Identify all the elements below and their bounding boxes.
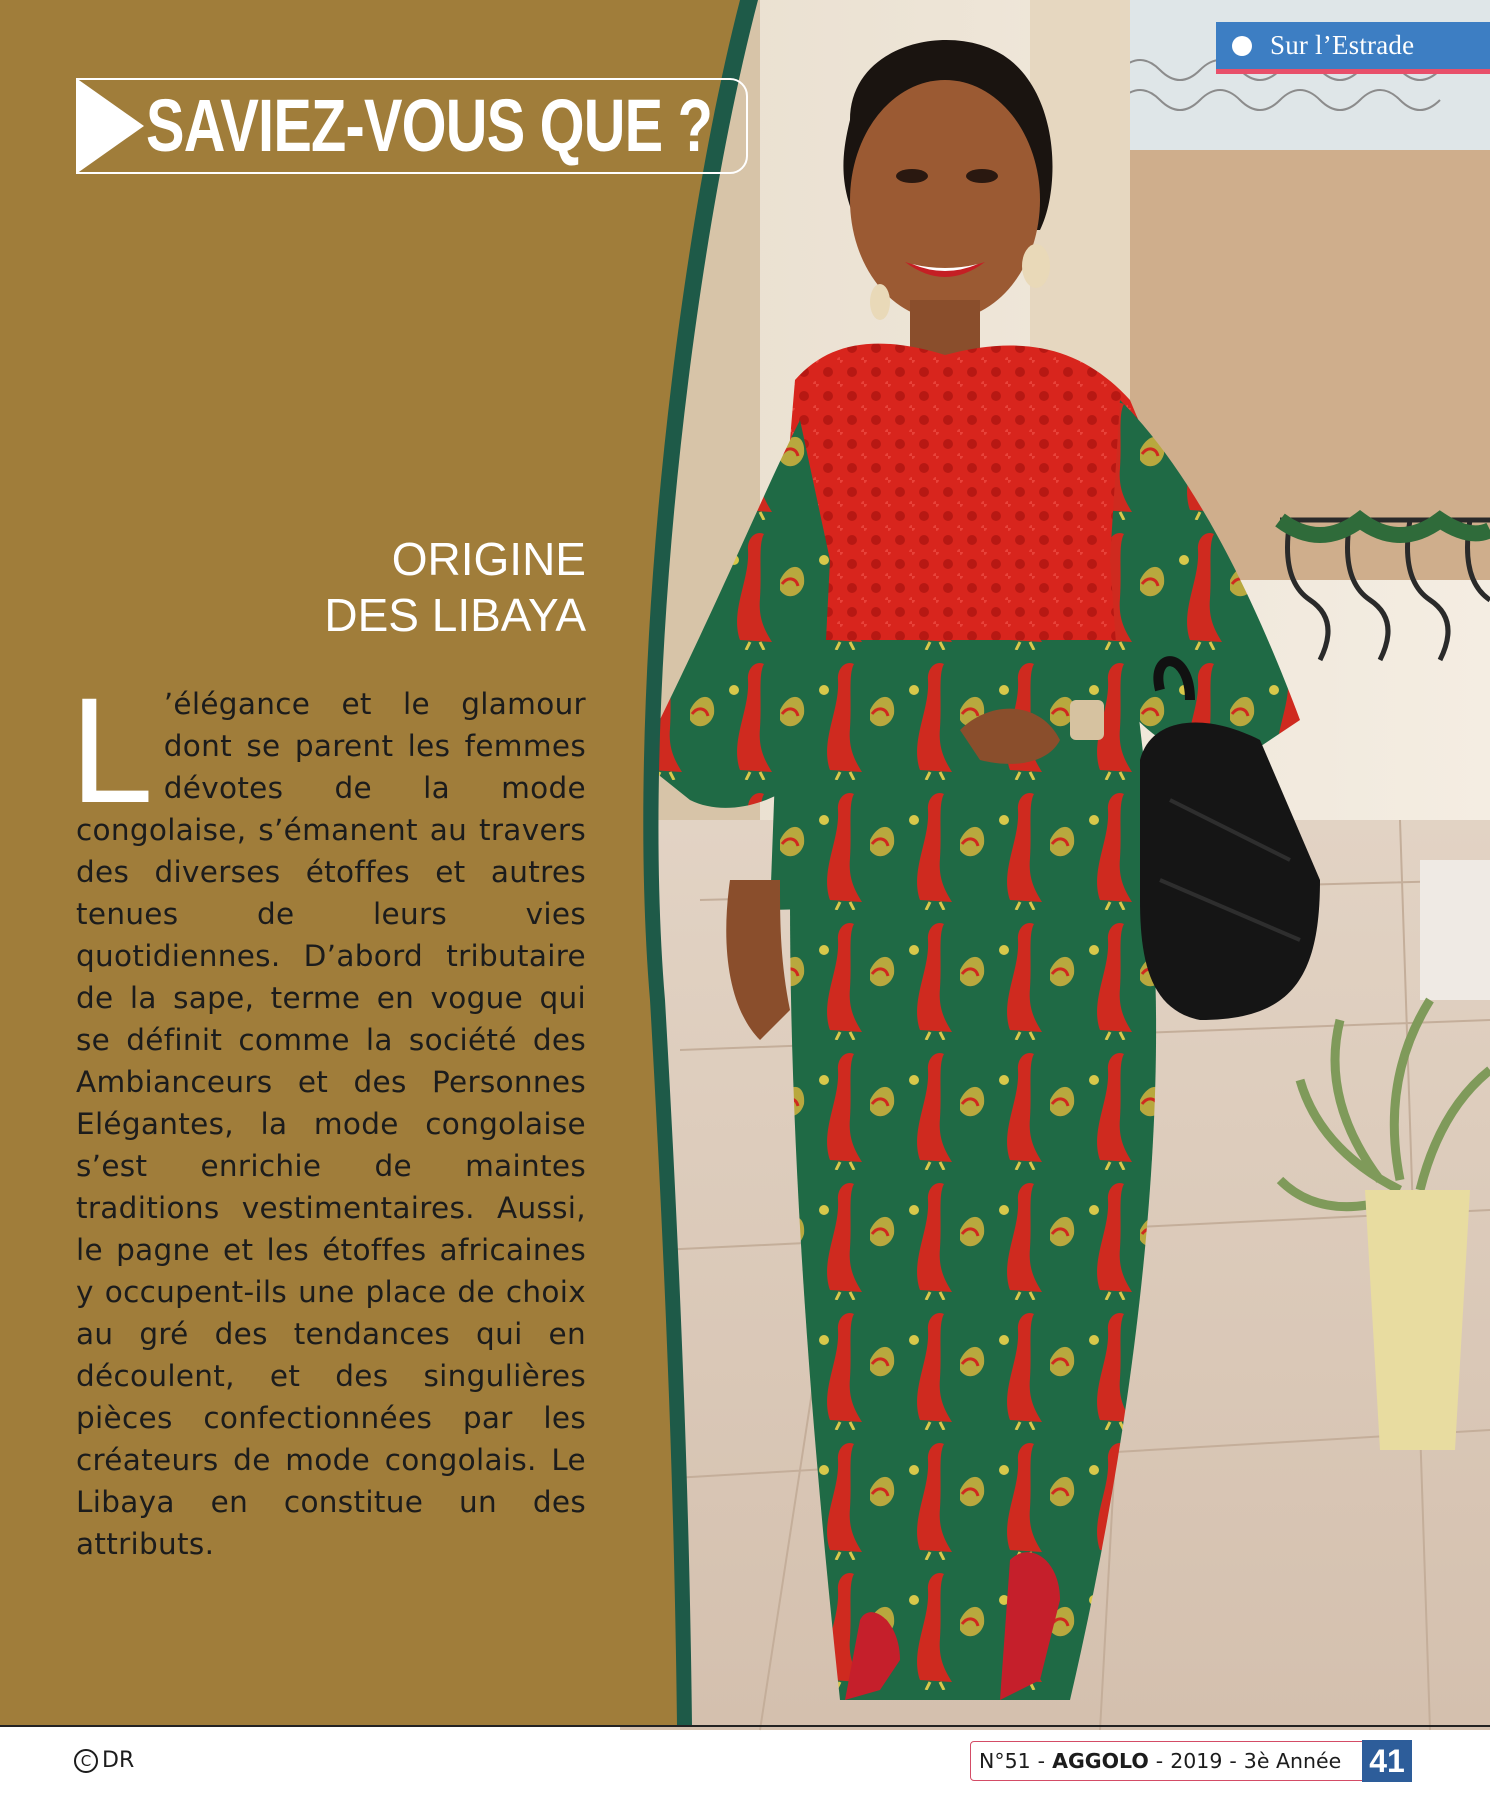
copyright-icon: C	[74, 1749, 98, 1773]
photo-planter-right	[1420, 860, 1490, 1000]
bullet-icon	[1232, 36, 1252, 56]
magazine-name: AGGOLO	[1052, 1749, 1149, 1773]
separator: -	[1229, 1749, 1237, 1773]
photo-pot	[1365, 1190, 1470, 1450]
photo-credit	[74, 1748, 134, 1773]
woman-top-print	[770, 640, 1160, 910]
headline-line-2: DES LIBAYA	[324, 589, 586, 641]
separator: -	[1037, 1749, 1046, 1773]
page-number: 41	[1362, 1740, 1412, 1782]
publication-year: 2019	[1170, 1749, 1223, 1773]
article-text: ’élégance et le glamour dont se parent les femmes dévotes de la mode congolaise, s’émanent au travers des diverses étoffes et autres tenues de leurs vies quotidiennes. D’abord tributaire de la sape, terme en vogue qui se définit comme la société des Ambianceurs et des Personnes Elégantes, la mode congolaise s’est enrichie de maintes traditions vestimentaires. Aussi, le pagne et les étoffes africaines y occupent-ils une place de choix au gré des tendances qui en découlent, et des singulières pièces confectionnées par les créateurs de mode congolais. Le Libaya en constitue un des attributs.	[76, 687, 586, 1561]
section-tag-label: Sur l’Estrade	[1270, 30, 1415, 60]
title-banner	[76, 78, 748, 174]
issue-number: N°51	[979, 1749, 1031, 1773]
article-headline	[324, 531, 586, 643]
woman-watch	[1070, 700, 1104, 740]
publication-info	[970, 1741, 1370, 1781]
woman-face	[850, 80, 1040, 320]
headline-line-1: ORIGINE	[391, 533, 586, 585]
woman-earring	[1022, 244, 1050, 288]
article-body	[70, 666, 586, 1565]
play-triangle-icon	[76, 78, 144, 174]
edition-year: 3è Année	[1243, 1749, 1342, 1773]
photo-credit-text: DR	[102, 1748, 135, 1773]
separator: -	[1155, 1749, 1164, 1773]
drop-cap: L	[70, 666, 154, 834]
page-title: SAVIEZ-VOUS QUE ?	[146, 84, 713, 167]
section-tag	[1216, 22, 1490, 74]
